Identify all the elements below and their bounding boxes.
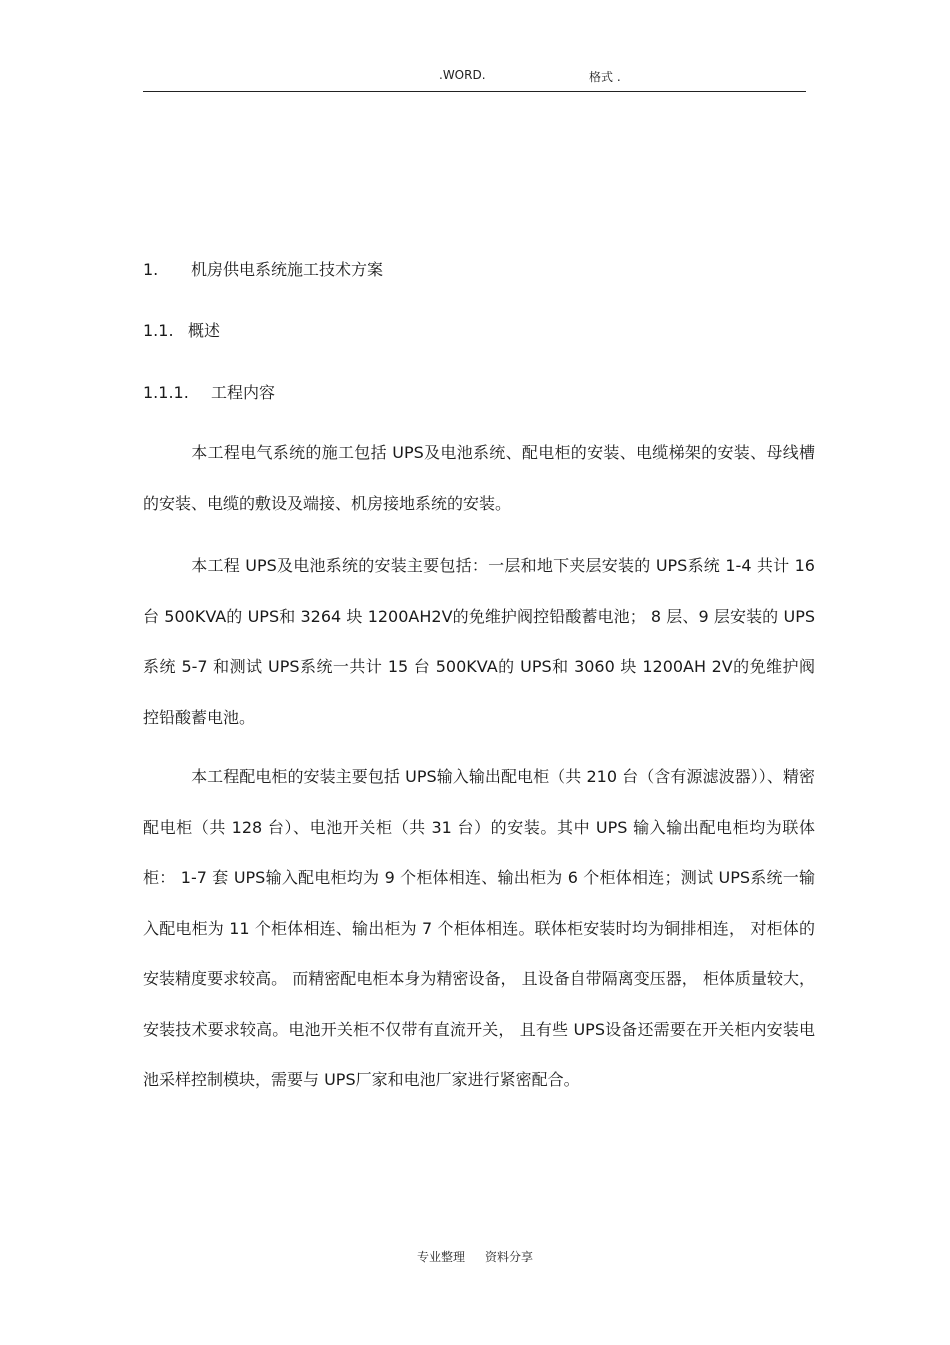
page-footer — [0, 1248, 950, 1265]
section-title: 工程内容 — [211, 383, 276, 402]
page-header — [143, 64, 806, 92]
footer-left-text: 专业整理 — [416, 1250, 465, 1264]
section-heading-1 — [143, 257, 383, 280]
footer-right-text: 资料分享 — [485, 1250, 534, 1264]
paragraph-text: 本工程配电柜的安装主要包括 UPS输入输出配电柜（共 210 台（含有源滤波器））、精密配电柜（共 128 台）、电池开关柜（共 31 台）的安装。其中 UPS 输入输出配电柜均为联体柜： 1-7 套 UPS输入配电柜均为 9 个柜体相连、输出柜为 6 个柜体相连；测试 UPS系统一输入配电柜为 11 个柜体相连、输出柜为 7 个柜体相连。联体柜安装时均为铜排相连， 对柜体的安装精度要求较高。 而精密配电柜本身为精密设备， 且设备自带隔离变压器， 柜体质量较大， 安装技术要求较高。电池开关柜不仅带有直流开关， 且有些 UPS设备还需要在开关柜内安装电池采样控制模块，需要与 UPS厂家和电池厂家进行紧密配合。 — [143, 767, 815, 1089]
section-number: 1.1.1. — [143, 383, 189, 402]
section-title: 概述 — [188, 321, 221, 340]
section-heading-1-1 — [143, 318, 220, 341]
header-right-text: 格式 . — [589, 70, 621, 84]
paragraph-text: 本工程 UPS及电池系统的安装主要包括：一层和地下夹层安装的 UPS系统 1-4 共计 16 台 500KVA的 UPS和 3264 块 1200AH2V的免维护阀控铅酸蓄电池； 8 层、9 层安装的 UPS系统 5-7 和测试 UPS系统一共计 15 台 500KVA的 UPS和 3060 块 1200AH 2V的免维护阀控铅酸蓄电池。 — [143, 556, 815, 727]
paragraph-ups-battery — [143, 541, 815, 743]
paragraph-text: 本工程电气系统的施工包括 UPS及电池系统、配电柜的安装、电缆梯架的安装、母线槽的安装、电缆的敷设及端接、机房接地系统的安装。 — [143, 443, 815, 513]
section-heading-1-1-1 — [143, 380, 275, 403]
header-left-text: .WORD. — [439, 68, 486, 82]
paragraph-construction-scope — [143, 428, 815, 529]
section-number: 1.1. — [143, 321, 174, 340]
section-number: 1. — [143, 260, 159, 279]
section-title: 机房供电系统施工技术方案 — [191, 260, 384, 279]
paragraph-distribution-cabinets — [143, 752, 815, 1106]
